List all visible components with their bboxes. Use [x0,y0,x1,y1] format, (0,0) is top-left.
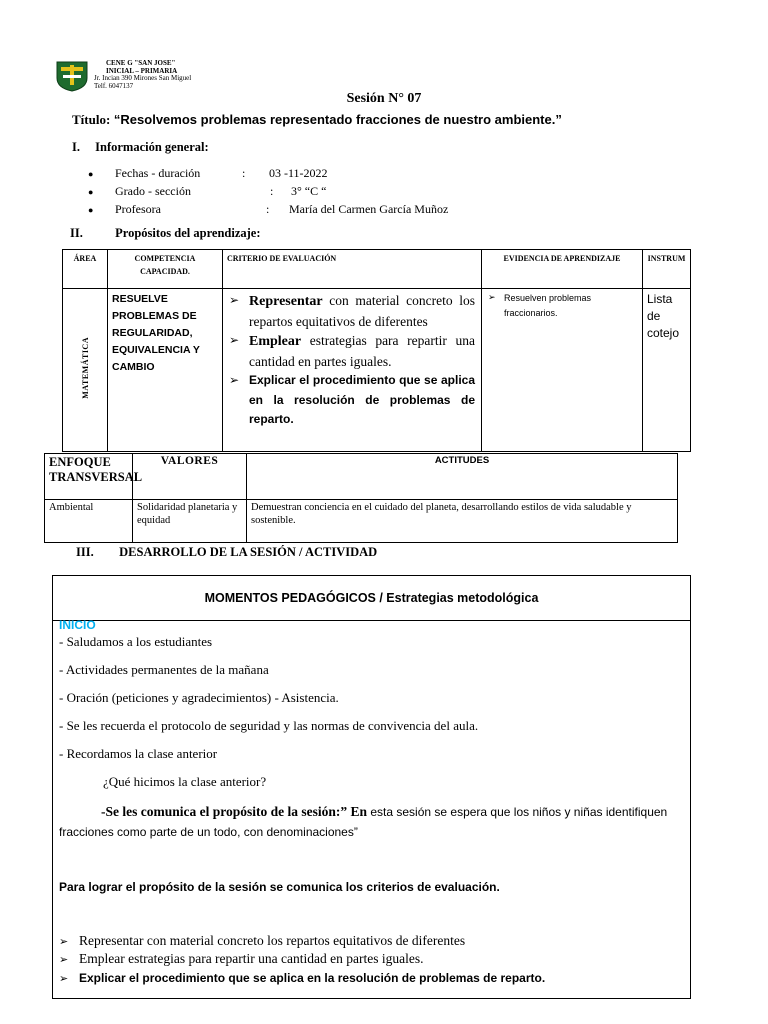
purpose-paragraph: -Se les comunica el propósito de la sesión:” En esta sesión se espera que los niños y niñas identifiquen fracciones como parte de un todo, con denominaciones” [59,804,668,839]
col-header-actitudes: ACTITUDES [247,454,678,500]
section-2-title: Propósitos del aprendizaje: [115,226,261,240]
title-text: “Resolvemos problemas representado fracciones de nuestro ambiente.” [113,112,562,127]
section-3-heading [76,545,377,560]
evidence-cell: ➢ Resuelven problemas fraccionarios. [482,289,643,452]
info-value: 03 -11-2022 [269,166,328,180]
criteria-item: ➢ Explicar el procedimiento que se aplica en la resolución de problemas de reparto. [229,373,475,426]
moment-line: - Oración (peticiones y agradecimientos) - Asistencia. [59,690,339,705]
purpose-table [62,249,691,452]
transversal-table [44,453,678,543]
inicio-label: INICIO [59,618,96,632]
col-header-evidence: EVIDENCIA DE APRENDIZAJE [482,250,643,289]
info-label: Grado - sección [115,184,191,198]
section-3-num: III. [76,545,94,559]
col-header-valores: VALORES [133,454,247,500]
instrument-cell: Lista de cotejo [643,289,691,452]
section-1-heading [72,140,209,155]
valores-cell: Solidaridad planetaria y equidad [133,500,247,543]
info-label: Profesora [115,202,161,216]
section-3-title: DESARROLLO DE LA SESIÓN / ACTIVIDAD [119,545,378,559]
moment-question: ¿Qué hicimos la clase anterior? [103,774,267,789]
school-phone: Telf. 6047137 [94,81,134,90]
school-logo [55,60,89,92]
info-value: 3° “C “ [291,184,327,198]
school-name: CENE G "SAN JOSE" [106,59,176,67]
moments-header: MOMENTOS PEDAGÓGICOS / Estrategias metodológica [53,576,690,621]
col-header-area: ÁREA [63,250,108,289]
actitudes-cell: Demuestran conciencia en el cuidado del planeta, desarrollando estilos de vida saludable y sostenible. [247,500,678,543]
col-header-instrument: INSTRUM [643,250,691,289]
info-row-date: ● Fechas - duración : 03 -11-2022 [88,166,328,180]
moment-line: - Se les recuerda el protocolo de seguridad y las normas de convivencia del aula. [59,718,479,733]
session-number: Sesión N° 07 [346,91,422,106]
area-label: MATEMÁTICA [80,336,90,399]
col-header-criteria: CRITERIO DE EVALUACIÓN [223,250,482,289]
section-2-heading [70,226,261,241]
school-info [94,60,191,90]
moment-line: - Actividades permanentes de la mañana [59,662,269,677]
criteria-item: ➢ Representar con material concreto los repartos equitativos de diferentes [229,293,475,329]
info-row-grade: ● Grado - sección : 3° “C “ [88,184,327,198]
section-1-title: Información general: [95,140,209,154]
info-label: Fechas - duración [115,166,201,180]
title-label: Título: [72,112,111,127]
info-value: María del Carmen García Muñoz [289,202,449,216]
criteria-item: ➢ Emplear estrategias para repartir una cantidad en partes iguales. [229,333,475,369]
section-2-num: II. [70,226,83,240]
col-header-enfoque: ENFOQUE TRANSVERSAL [45,454,133,500]
school-address: Jr. Incian 390 Mirones San Miguel [94,74,192,82]
criteria-bullet: ➢ Emplear estrategias para repartir una cantidad en partes iguales. [59,951,424,966]
session-title [72,112,562,128]
col-header-competency: COMPETENCIA CAPACIDAD. [108,250,223,289]
info-row-teacher: ● Profesora : María del Carmen García Muñoz [88,202,449,216]
area-cell [63,289,108,452]
enfoque-cell: Ambiental [45,500,133,543]
criteria-cell [223,289,482,452]
competency-cell: RESUELVE PROBLEMAS DE REGULARIDAD, EQUIVALENCIA Y CAMBIO [108,289,223,452]
criteria-intro: Para lograr el propósito de la sesión se comunica los criterios de evaluación. [59,880,500,894]
section-1-num: I. [72,140,80,154]
criteria-bullet: ➢ Explicar el procedimiento que se aplica en la resolución de problemas de reparto. [59,971,546,985]
moment-line: - Saludamos a los estudiantes [59,634,213,649]
school-level: INICIAL – PRIMARIA [106,66,178,75]
moment-line: - Recordamos la clase anterior [59,746,218,761]
criteria-bullet: ➢ Representar con material concreto los repartos equitativos de diferentes [59,933,466,948]
evidence-text: Resuelven problemas fraccionarios. [504,293,592,318]
